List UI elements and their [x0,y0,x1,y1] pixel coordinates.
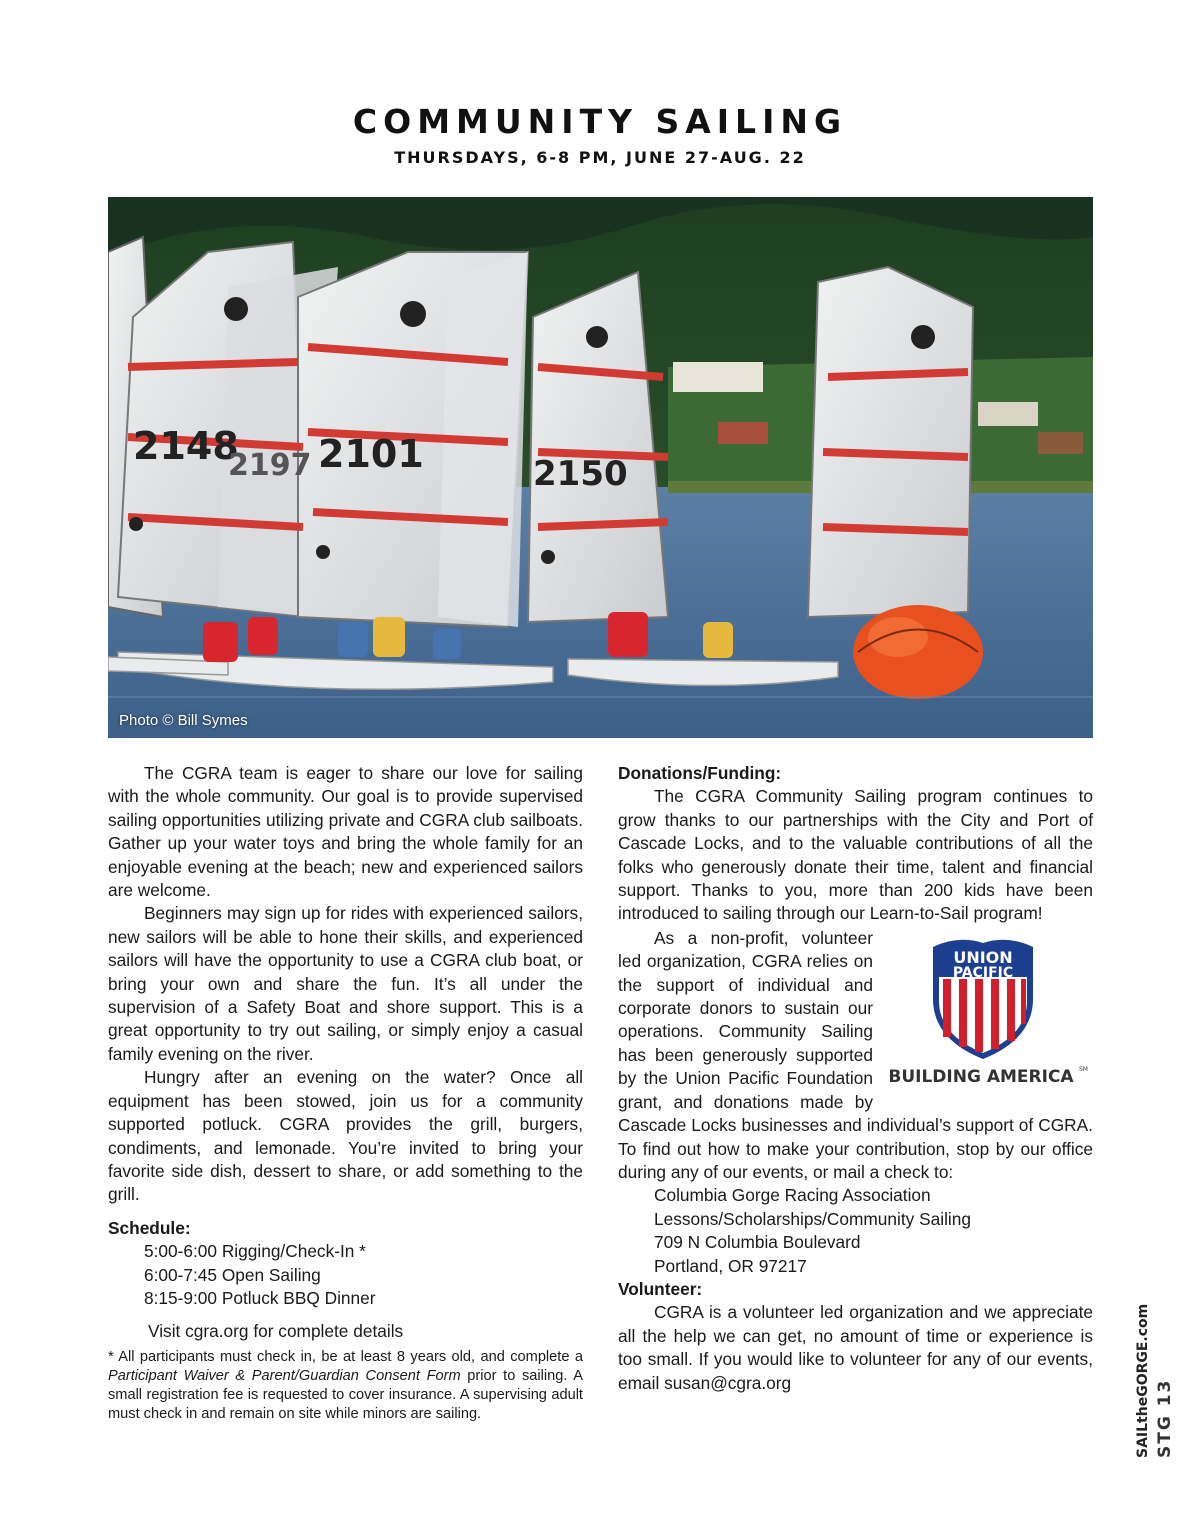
footnote-text: prior to sailing. A small registration fee is requested to cover insurance. A supervising adult must check in and remain on site while minors are sailing. [108,1368,583,1422]
page-number: STG 13 [1155,1378,1175,1458]
address-line: Lessons/Scholarships/Community Sailing [654,1208,971,1229]
address-line: Columbia Gorge Racing Association [654,1185,931,1206]
donations-heading: Donations/Funding: [618,763,782,783]
sailing-photo [108,197,1093,738]
event-dates: THURSDAYS, 6-8 PM, JUNE 27-AUG. 22 [394,148,806,167]
union-pacific-logo [883,929,1093,1089]
address-line: 709 N Columbia Boulevard [654,1232,861,1253]
page-footer [1130,1300,1180,1460]
logo-pacific: PACIFIC [952,964,1014,981]
logo-tagline: BUILDING AMERICA [888,1066,1074,1087]
nonprofit-paragraph: As a non-profit, volunteer led organization, CGRA relies on the support of individual and corporate donors to sustain our operations. Community Sailing has been generously supported by the Union Pacific Foundation grant, and donations made by Cascade Locks businesses and individual’s support of CGRA. To find out how to make your contribution, stop by our office during any of our events, or mail a check to: [618,927,1093,1182]
address-line: Portland, OR 97217 [654,1255,807,1276]
photo-credit: Photo © Bill Symes [119,712,248,729]
sail-number-2101: 2101 [318,432,424,476]
right-column [618,762,1093,1395]
volunteer-paragraph: CGRA is a volunteer led organization and we appreciate all the help we can get, no amount of time or experience is too small. If you would like to volunteer for any of our events, email susan@cgra.org [618,1302,1093,1393]
waiver-form-name: Participant Waiver & Parent/Guardian Consent Form [108,1368,461,1384]
potluck-paragraph: Hungry after an evening on the water? Once all equipment has been stowed, join us for a community supported potluck. CGRA provides the grill, burgers, condiments, and lemonade. You’re invited to bring your favorite side dish, dessert to share, or add something to the grill. [108,1067,583,1205]
sail-number-2197: 2197 [228,448,312,483]
sail-number-2150: 2150 [533,454,628,494]
page-title: COMMUNITY SAILING [352,102,848,141]
logo-service-mark: SM [1079,1065,1088,1073]
schedule-item: 5:00-6:00 Rigging/Check-In * [144,1241,366,1262]
left-column [108,762,583,1344]
volunteer-heading: Volunteer: [618,1278,703,1299]
beginners-paragraph: Beginners may sign up for rides with experienced sailors, new sailors will be able to hone their skills, and experienced sailors will have the opportunity to use a CGRA club boat, or bring your own and share the fun. It’s all under the supervision of a Safety Boat and shore support. This is a great opportunity to try out sailing, or simply enjoy a casual family evening on the river. [108,903,583,1064]
footnote [108,1348,583,1424]
footnote-text: * All participants must check in, be at least 8 years old, and complete a [108,1349,583,1365]
schedule-heading: Schedule: [108,1217,191,1238]
donations-paragraph: The CGRA Community Sailing program continues to grow thanks to our partnerships with the City and Port of Cascade Locks, and to the valuable contributions of all the folks who generously donate their time, talent and financial support. Thanks to you, more than 200 kids have been introduced to sailing through our Learn-to-Sail program! [618,786,1093,924]
logo-union: UNION [953,947,1013,967]
visit-link-text: Visit cgra.org for complete details [148,1321,404,1342]
sail-number-2148: 2148 [133,424,239,468]
intro-paragraph: The CGRA team is eager to share our love for sailing with the whole community. Our goal is to provide supervised sailing opportunities utilizing private and CGRA club sailboats. Gather up your water toys and bring the whole family for an enjoyable evening at the beach; new and experienced sailors are welcome. [108,763,583,901]
schedule-item: 8:15-9:00 Potluck BBQ Dinner [144,1287,376,1308]
schedule-item: 6:00-7:45 Open Sailing [144,1264,321,1285]
site-name: SAILtheGORGE.com [1135,1303,1151,1458]
